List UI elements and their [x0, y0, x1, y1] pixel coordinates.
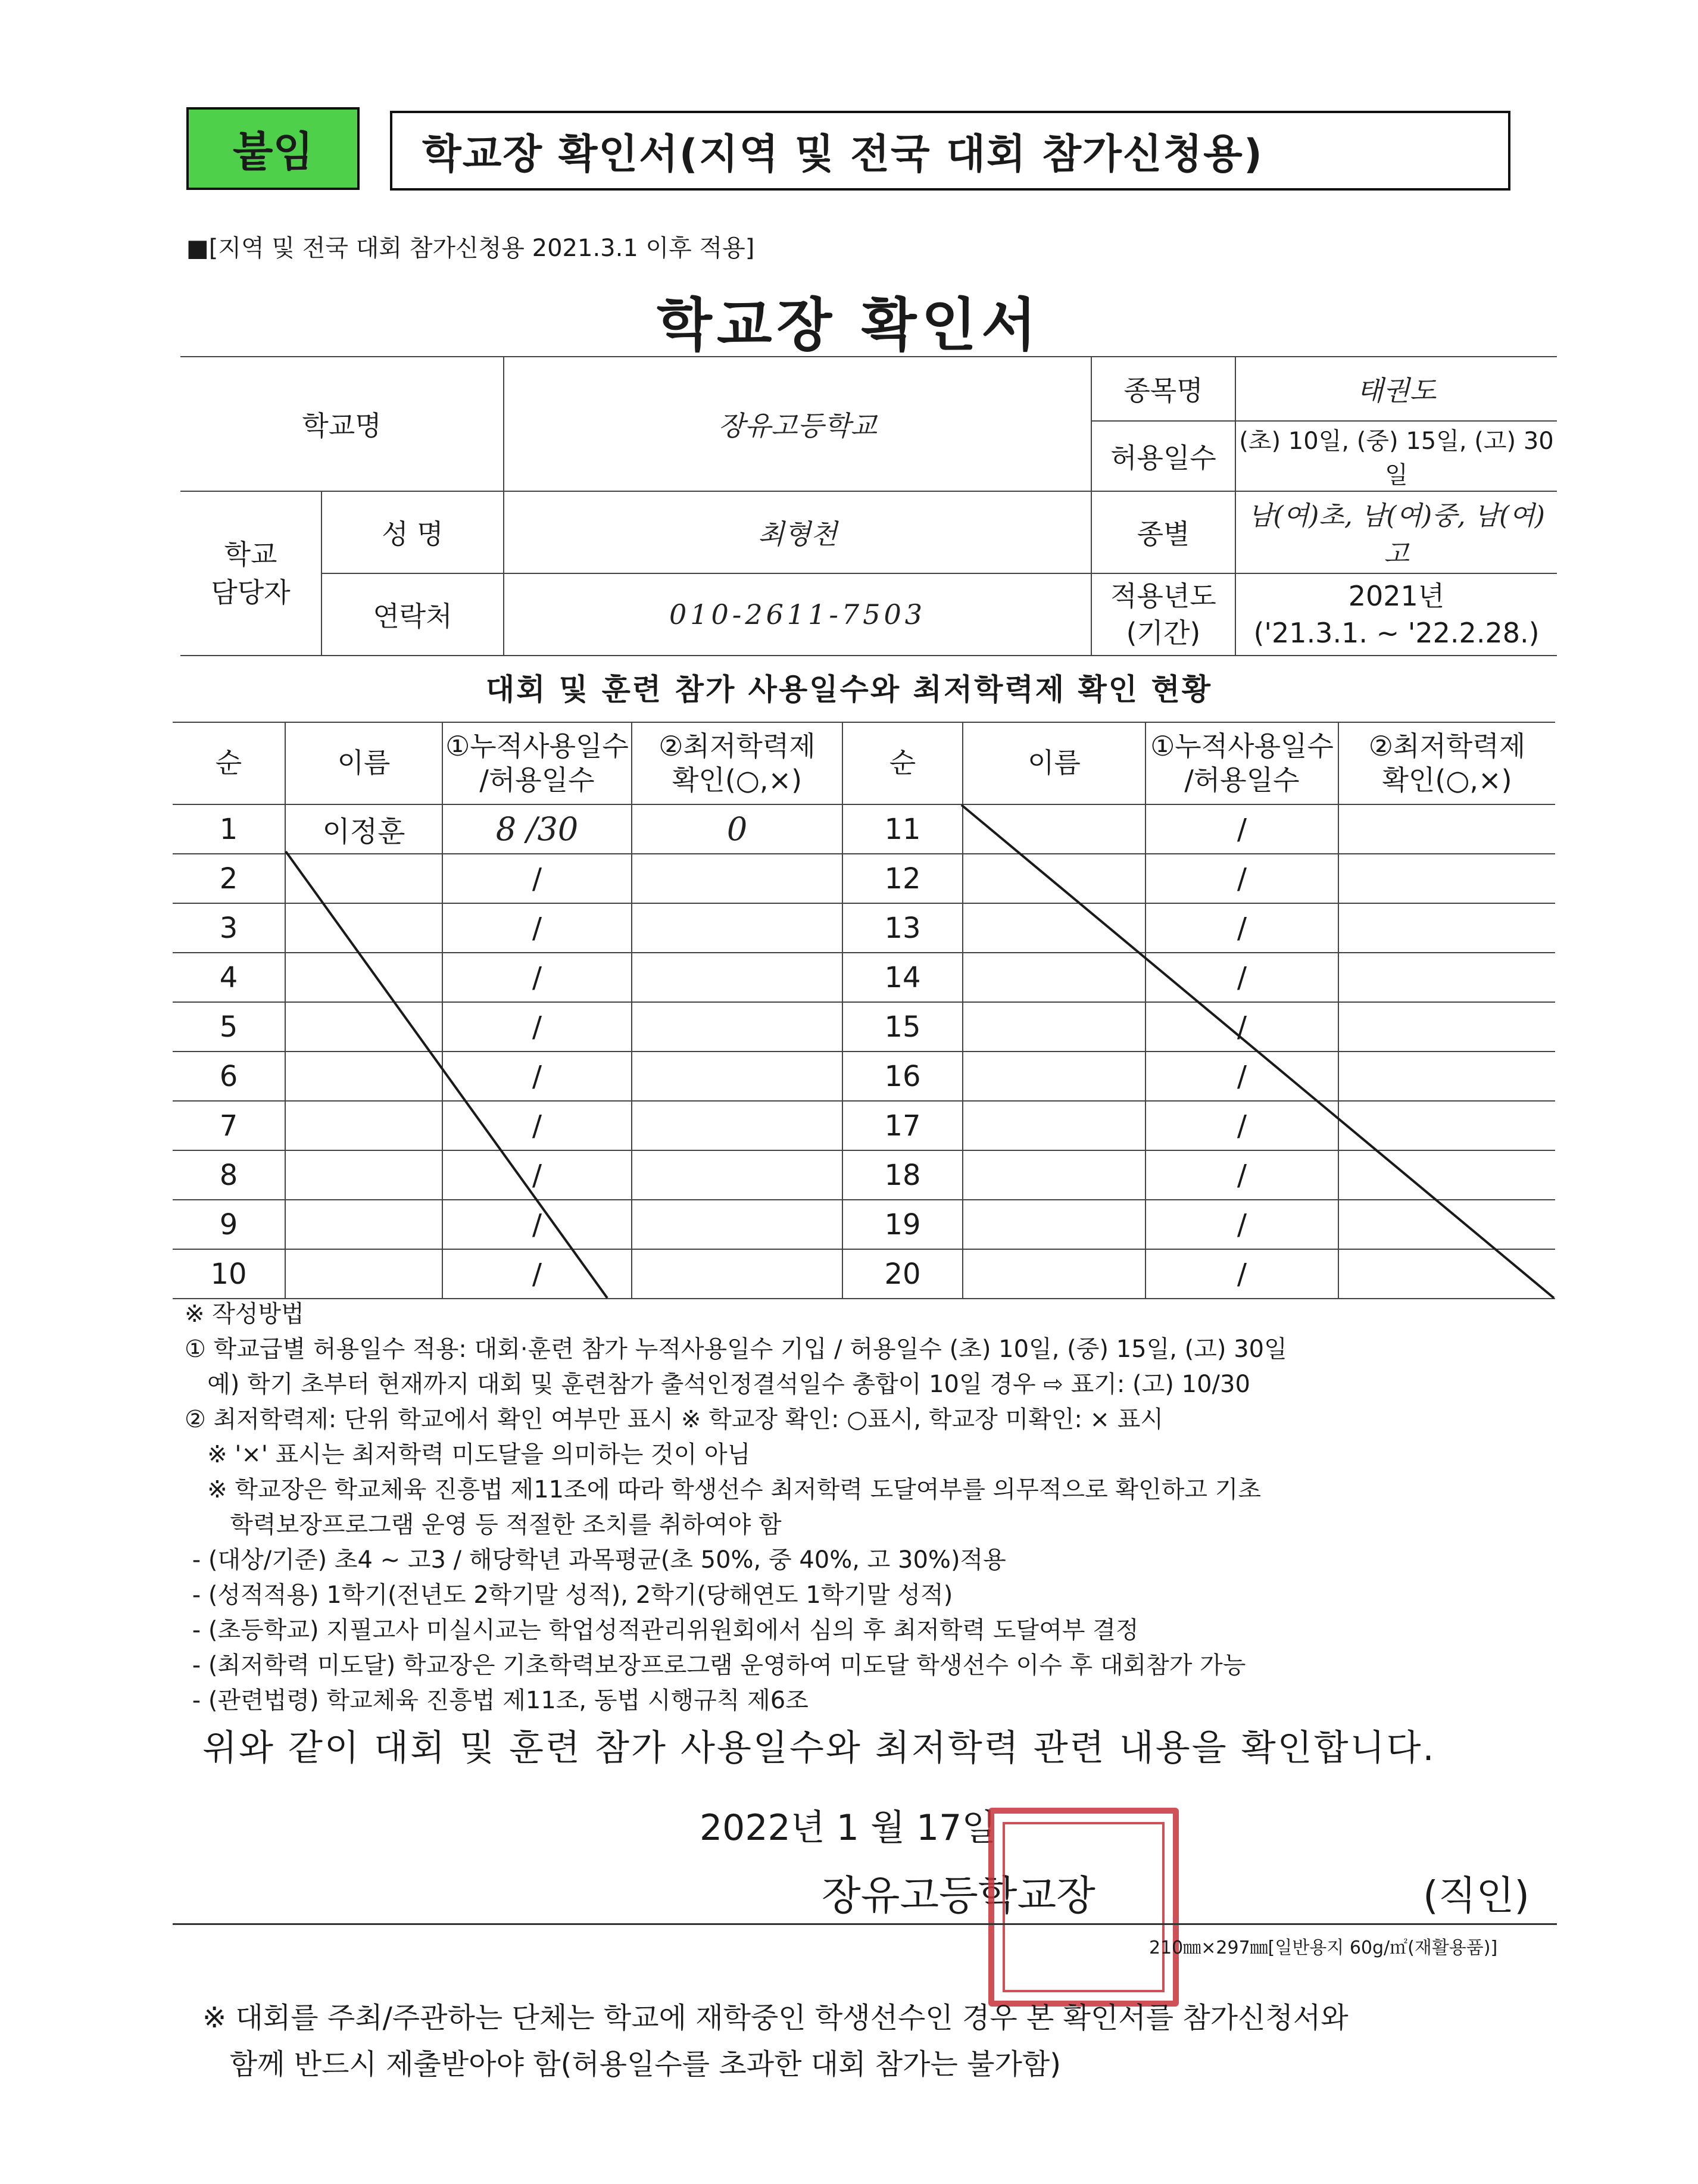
contact-label: 연락처: [322, 573, 504, 656]
col-minimum-2: ②최저학력제 확인(○,×): [1338, 722, 1555, 804]
cell-no: 15: [842, 1002, 963, 1052]
cell-days: /: [1145, 953, 1338, 1002]
instruction-line: - (초등학교) 지필고사 미실시교는 학업성적관리위원회에서 심의 후 최저학력 도달여부 결정: [185, 1617, 1139, 1644]
cell-no: 5: [173, 1002, 285, 1052]
cell-days: /: [1145, 1052, 1338, 1101]
applicability-note: ■[지역 및 전국 대회 참가신청용 2021.3.1 이후 적용]: [186, 235, 755, 262]
cell-days: /: [442, 903, 632, 953]
col-days-2: ①누적사용일수 /허용일수: [1145, 722, 1338, 804]
cell-no: 16: [842, 1052, 963, 1101]
cell-no: 4: [173, 953, 285, 1002]
cell-no: 14: [842, 953, 963, 1002]
attachment-tag: 붙임: [186, 107, 360, 190]
col-no-2: 순: [842, 722, 963, 804]
manager-label: 학교 담당자: [180, 491, 322, 656]
header-title: 학교장 확인서(지역 및 전국 대회 참가신청용): [390, 111, 1510, 191]
paper-spec: 210㎜×297㎜[일반용지 60g/㎡(재활용품)]: [1149, 1937, 1498, 1958]
gender-value: 남(여)초, 남(여)중, 남(여)고: [1235, 491, 1557, 573]
strike-line-left: [286, 851, 607, 1298]
cell-days: /: [1145, 1101, 1338, 1150]
event-value: 태권도: [1235, 357, 1557, 421]
school-value: 장유고등학교: [504, 357, 1091, 491]
year-range: ('21.3.1. ~ '22.2.28.): [1253, 617, 1540, 649]
year-value: 2021년: [1348, 579, 1445, 612]
instructions: [185, 1297, 1554, 1718]
cell-days: /: [1145, 1002, 1338, 1052]
allowed-value: (초) 10일, (중) 15일, (고) 30일: [1235, 421, 1557, 491]
col-name-2: 이름: [963, 722, 1145, 804]
cell-no: 10: [173, 1249, 285, 1299]
cell-no: 11: [842, 804, 963, 854]
footer-line: 함께 반드시 제출받아야 함(허용일수를 초과한 대회 참가는 불가함): [202, 2048, 1061, 2081]
cell-days: /: [442, 1052, 632, 1101]
instruction-line: 학력보장프로그램 운영 등 적절한 조치를 취하여야 함: [185, 1511, 782, 1539]
cell-no: 20: [842, 1249, 963, 1299]
cell-days: /: [442, 854, 632, 903]
year-label: 적용년도 (기간): [1091, 573, 1235, 656]
contact-value: 010-2611-7503: [504, 573, 1091, 656]
instruction-line: ② 최저학력제: 단위 학교에서 확인 여부만 표시 ※ 학교장 확인: ○표시, 학교장 미확인: × 표시: [185, 1406, 1164, 1433]
cell-days: /: [1145, 1150, 1338, 1200]
seal-label: (직인): [1423, 1873, 1530, 1918]
instruction-line: ※ 학교장은 학교체육 진흥법 제11조에 따라 학생선수 최저학력 도달여부를 의무적으로 확인하고 기초: [185, 1476, 1262, 1503]
cell-no: 17: [842, 1101, 963, 1150]
cell-minimum: 0: [632, 804, 842, 854]
cell-name: 이정훈: [285, 804, 442, 854]
instruction-line: - (성적적용) 1학기(전년도 2학기말 성적), 2학기(당해연도 1학기말 성적): [185, 1581, 953, 1609]
section-title: 대회 및 훈련 참가 사용일수와 최저학력제 확인 현황: [485, 672, 1213, 707]
instruction-line: 예) 학기 초부터 현재까지 대회 및 훈련참가 출석인정결석일수 총합이 10일 경우 ⇨ 표기: (고) 10/30: [185, 1371, 1250, 1398]
cell-no: 3: [173, 903, 285, 953]
cell-days: 8 /30: [442, 804, 632, 854]
col-days: ①누적사용일수 /허용일수: [442, 722, 632, 804]
cell-days: /: [1145, 804, 1338, 854]
cell-no: 18: [842, 1150, 963, 1200]
instruction-line: ※ 작성방법: [185, 1300, 304, 1328]
divider: [173, 1923, 1557, 1925]
document-title: 학교장 확인서: [657, 292, 1041, 358]
cell-days: /: [442, 1249, 632, 1299]
footer-note: [202, 1995, 1349, 2088]
allowed-label: 허용일수: [1091, 421, 1235, 491]
cell-no: 6: [173, 1052, 285, 1101]
name-label: 성 명: [322, 491, 504, 573]
event-label: 종목명: [1091, 357, 1235, 421]
school-label: 학교명: [180, 357, 504, 491]
cell-no: 13: [842, 903, 963, 953]
cell-days: /: [442, 1200, 632, 1249]
strike-line-right: [962, 805, 1554, 1298]
instruction-line: ※ '×' 표시는 최저학력 미도달을 의미하는 것이 아님: [185, 1441, 751, 1468]
confirmation-text: 위와 같이 대회 및 훈련 참가 사용일수와 최저학력 관련 내용을 확인합니다.: [202, 1727, 1436, 1769]
col-no: 순: [173, 722, 285, 804]
cell-days: /: [442, 1002, 632, 1052]
cell-days: /: [442, 953, 632, 1002]
col-name: 이름: [285, 722, 442, 804]
cell-no: 12: [842, 854, 963, 903]
gender-label: 종별: [1091, 491, 1235, 573]
cell-no: 1: [173, 804, 285, 854]
cell-no: 2: [173, 854, 285, 903]
col-minimum: ②최저학력제 확인(○,×): [632, 722, 842, 804]
footer-line: ※ 대회를 주최/주관하는 단체는 학교에 재학중인 학생선수인 경우 본 확인서를 참가신청서와: [202, 2001, 1349, 2035]
cell-no: 9: [173, 1200, 285, 1249]
school-principal: 장유고등학교장: [822, 1873, 1095, 1920]
instruction-line: - (대상/기준) 초4 ~ 고3 / 해당학년 과목평균(초 50%, 중 40%, 고 30%)적용: [185, 1546, 1006, 1574]
cell-days: /: [442, 1150, 632, 1200]
cell-no: 19: [842, 1200, 963, 1249]
cell-days: /: [1145, 1200, 1338, 1249]
name-value: 최형천: [504, 491, 1091, 573]
official-seal: [988, 1808, 1179, 2007]
cell-days: /: [1145, 1249, 1338, 1299]
cell-days: /: [442, 1101, 632, 1150]
cell-no: 7: [173, 1101, 285, 1150]
cell-days: /: [1145, 903, 1338, 953]
signing-date: 2022년 1 월 17일: [700, 1807, 997, 1849]
instruction-line: - (최저학력 미도달) 학교장은 기초학력보장프로그램 운영하여 미도달 학생선수 이수 후 대회참가 가능: [185, 1652, 1246, 1679]
cell-days: /: [1145, 854, 1338, 903]
instruction-line: - (관련법령) 학교체육 진흥법 제11조, 동법 시행규칙 제6조: [185, 1687, 809, 1714]
cell-no: 8: [173, 1150, 285, 1200]
instruction-line: ① 학교급별 허용일수 적용: 대회·훈련 참가 누적사용일수 기입 / 허용일수 (초) 10일, (중) 15일, (고) 30일: [185, 1336, 1287, 1363]
